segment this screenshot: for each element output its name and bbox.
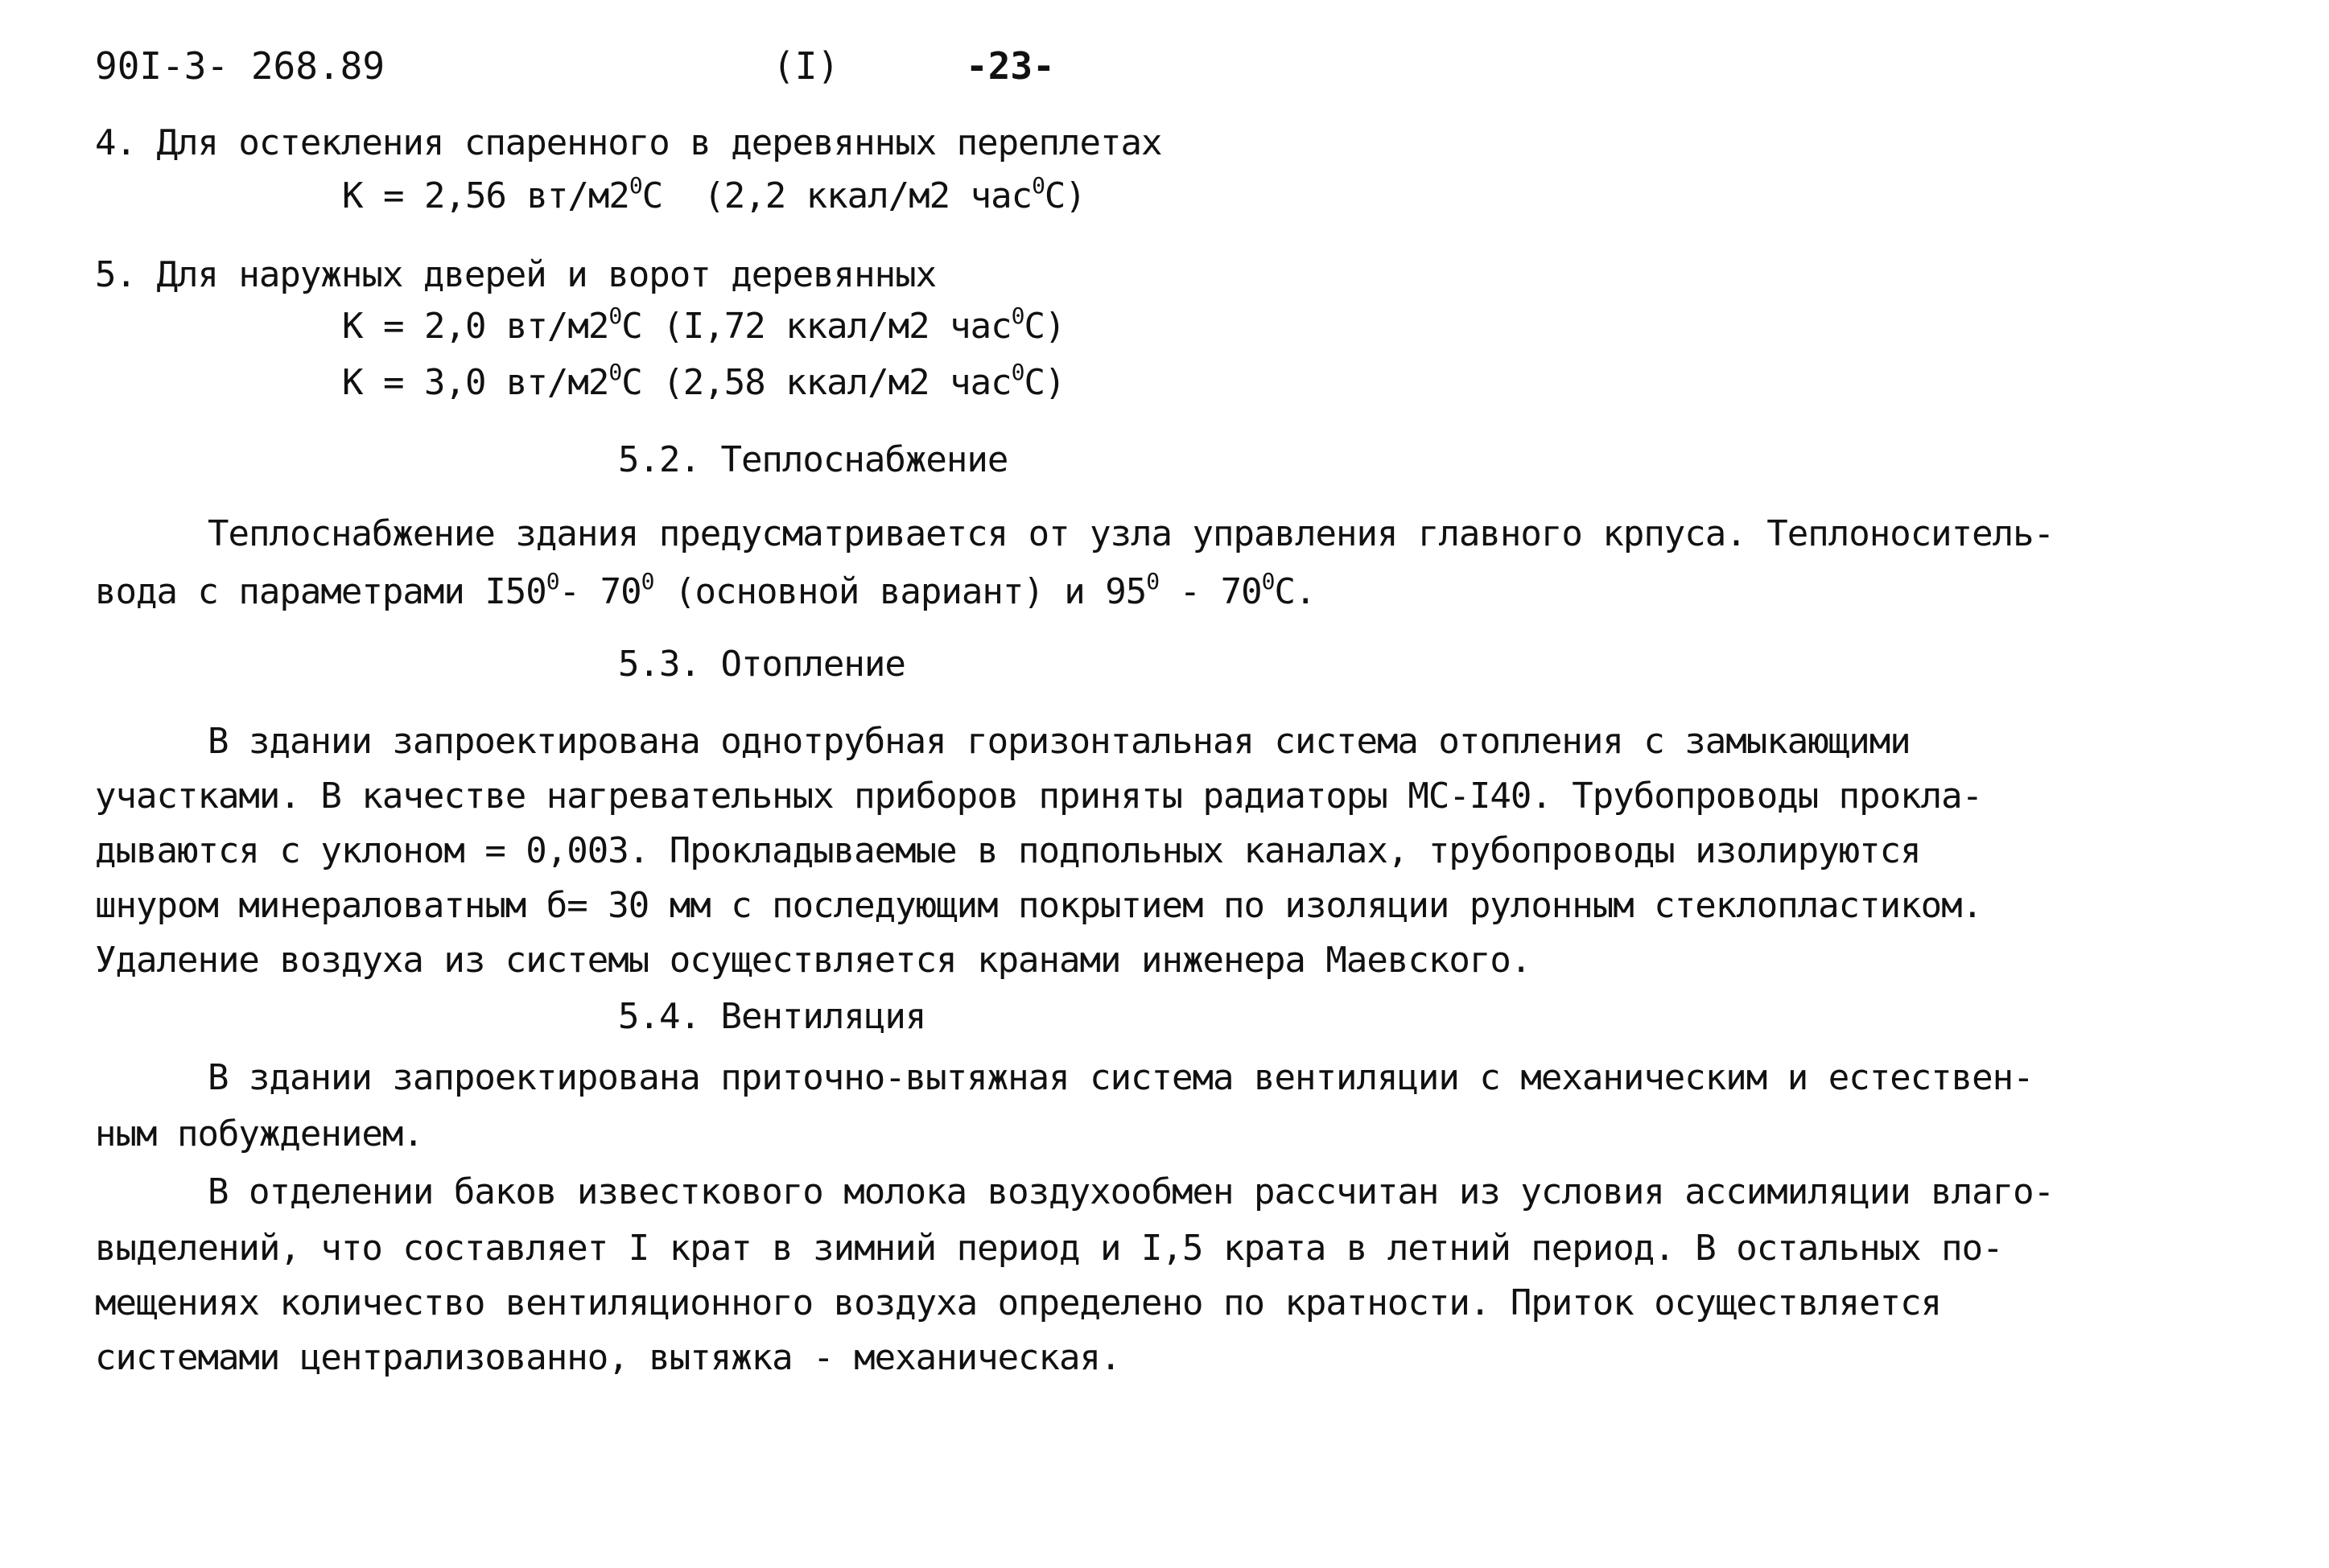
item-5-formula-1: К = 2,0 $вт/м2^0С$ (I,72 ккал/м2 час$^0$С) xyxy=(342,302,1066,347)
item-4-title: 4. Для остекления спаренного в деревянных переплетах xyxy=(95,122,1162,163)
ventilation-line-2: ным побуждением. xyxy=(95,1113,423,1154)
part-number: (I) xyxy=(773,44,840,88)
document-code: 90I-3- 268.89 xyxy=(95,44,385,88)
section-5-2-title: 5.2. Теплоснабжение xyxy=(618,439,1008,480)
item-5-formula-2: К = 3,0 $вт/м2^0С$ (2,58 ккал/м2 час$^0$С) xyxy=(342,359,1066,403)
section-5-3-title: 5.3. Отопление xyxy=(618,644,905,685)
heating-line-5: Удаление воздуха из системы осуществляется кранами инженера Маевского. xyxy=(95,940,1531,981)
page-number: -23- xyxy=(966,44,1055,88)
heating-line-3: дываются с уклоном = 0,003. Прокладываемые в подпольных каналах, трубопроводы изолируются xyxy=(95,830,1921,871)
section-5-4-title: 5.4. Вентиляция xyxy=(618,996,926,1037)
ventilation-line-6: системами централизованно, вытяжка - механическая. xyxy=(95,1337,1121,1378)
ventilation-line-3: В отделении баков известкового молока воздухообмен рассчитан из условия ассимиляции влаго- xyxy=(208,1171,2055,1212)
item-5-title: 5. Для наружных дверей и ворот деревянных xyxy=(95,254,937,295)
item-4-formula: К = 2,56 $вт/м2^0С$ (2,2 ккал/м2 час$^0$С) xyxy=(342,172,1086,216)
heat-supply-line-1: Теплоснабжение здания предусматривается от узла управления главного крпуса. Теплоноситель- xyxy=(208,513,2055,554)
heating-line-2: участками. В качестве нагревательных приборов приняты радиаторы МС-I40. Трубопроводы прокла- xyxy=(95,776,1983,817)
heat-supply-line-2: вода с параметрами $I50^0-$ $70^0$ (основной вариант) и $95^0 - 70^0С$. xyxy=(95,568,1316,612)
heating-line-1: В здании запроектирована однотрубная горизонтальная система отопления с замыкающими xyxy=(208,721,1911,762)
ventilation-line-1: В здании запроектирована приточно-вытяжная система вентиляции с механическим и естествен- xyxy=(208,1057,2034,1098)
ventilation-line-4: выделений, что составляет I крат в зимний период и I,5 крата в летний период. В остальных по- xyxy=(95,1228,2003,1269)
ventilation-line-5: мещениях количество вентиляционного воздуха определено по кратности. Приток осуществляется xyxy=(95,1282,1942,1323)
heating-line-4: шнуром минераловатным б= 30 мм с последующим покрытием по изоляции рулонным стеклопластиком. xyxy=(95,885,1983,926)
